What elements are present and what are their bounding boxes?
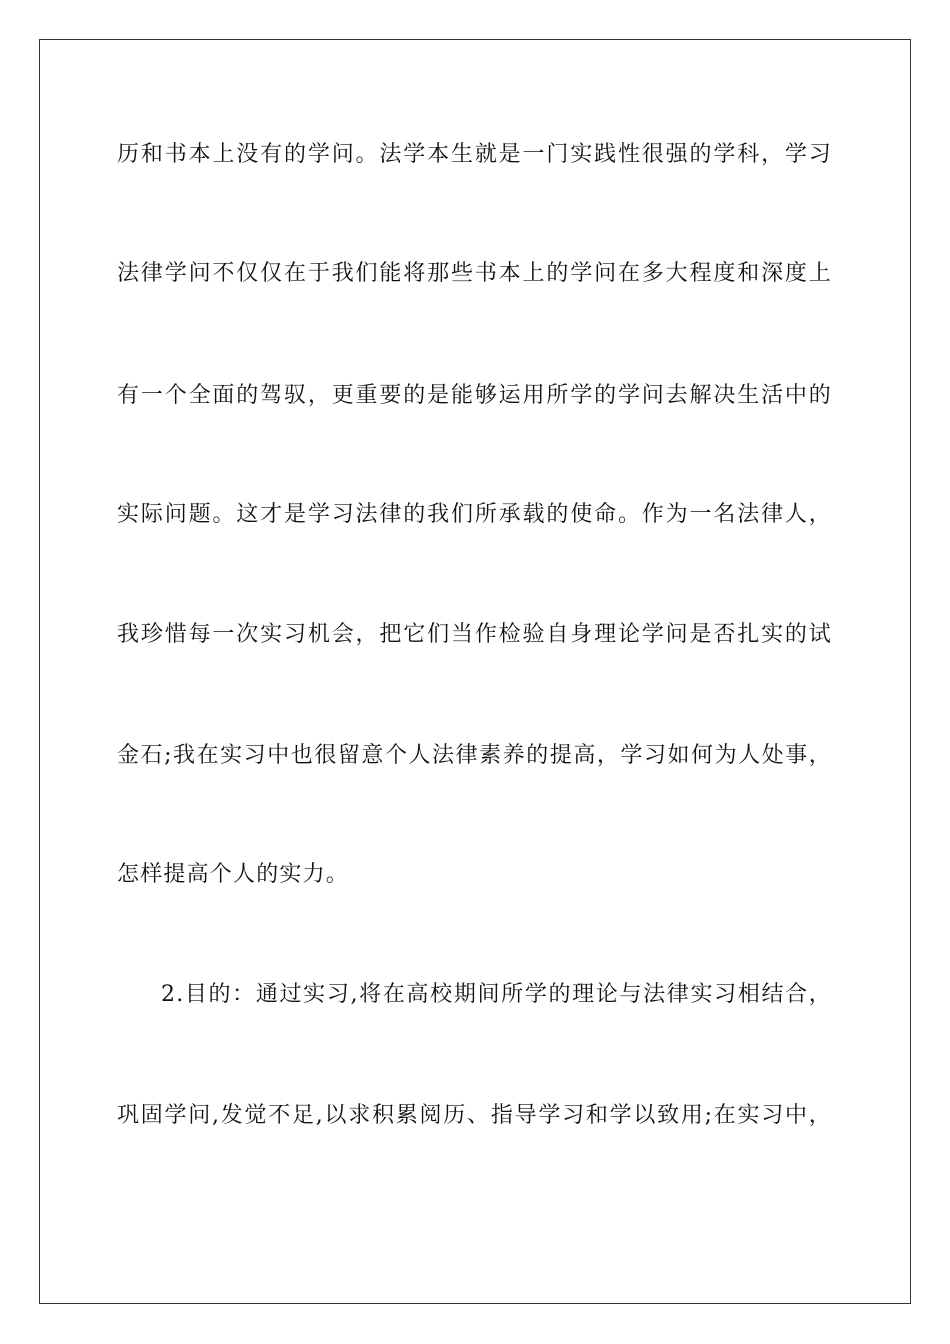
- paragraph-line: 有一个全面的驾驭，更重要的是能够运用所学的学问去解决生活中的: [117, 383, 832, 408]
- paragraph-line: 法律学问不仅仅在于我们能将那些书本上的学问在多大程度和深度上: [117, 261, 832, 286]
- paragraph-line: 历和书本上没有的学问。法学本生就是一门实践性很强的学科，学习: [117, 142, 832, 167]
- paragraph-line: 实际问题。这才是学习法律的我们所承载的使命。作为一名法律人，: [117, 502, 832, 527]
- paragraph-line: 金石;我在实习中也很留意个人法律素养的提高，学习如何为人处事，: [117, 743, 832, 768]
- paragraph-line: 我珍惜每一次实习机会，把它们当作检验自身理论学问是否扎实的试: [117, 622, 832, 647]
- paragraph-line: 怎样提高个人的实力。: [117, 862, 350, 887]
- paragraph-line: 巩固学问,发觉不足,以求积累阅历、指导学习和学以致用;在实习中，: [117, 1103, 832, 1128]
- paragraph-line: 2.目的：通过实习,将在高校期间所学的理论与法律实习相结合，: [161, 982, 832, 1007]
